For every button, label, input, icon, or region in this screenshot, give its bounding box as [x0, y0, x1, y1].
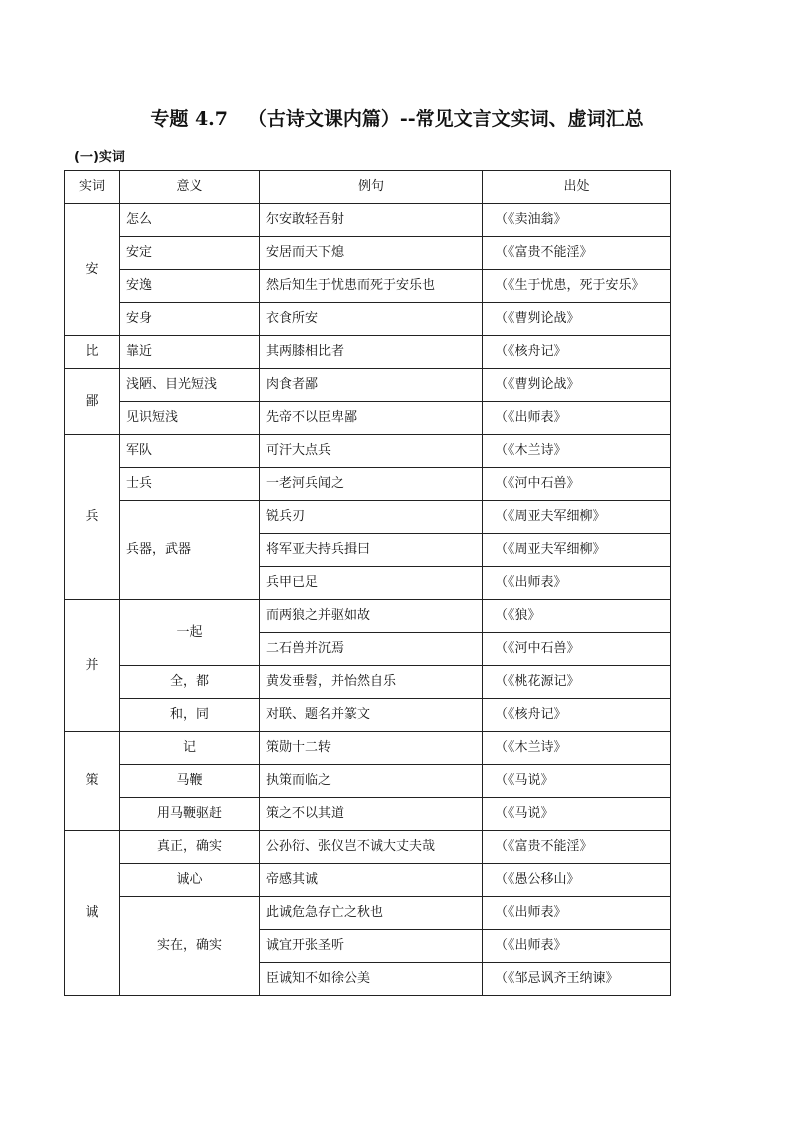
table-row	[65, 897, 671, 930]
header-meaning: 意义	[120, 171, 260, 204]
table-row	[65, 831, 671, 864]
example-cell: 此诚危急存亡之秋也	[260, 897, 483, 930]
meaning-cell: 诚心	[120, 864, 260, 897]
meaning-cell: 安身	[120, 303, 260, 336]
table-row	[65, 270, 671, 303]
source-cell: （《河中石兽》	[483, 468, 671, 501]
meaning-cell: 安定	[120, 237, 260, 270]
source-cell: （《富贵不能淫》	[483, 831, 671, 864]
meaning-cell: 靠近	[120, 336, 260, 369]
source-cell: （《桃花源记》	[483, 666, 671, 699]
example-cell: 对联、题名并篆文	[260, 699, 483, 732]
example-cell: 而两狼之并驱如故	[260, 600, 483, 633]
meaning-cell: 马鞭	[120, 765, 260, 798]
table-row	[65, 600, 671, 633]
meaning-cell: 真正，确实	[120, 831, 260, 864]
table-row	[65, 501, 671, 534]
table-header-row	[65, 171, 671, 204]
table-row	[65, 369, 671, 402]
table-row	[65, 864, 671, 897]
source-cell: （《马说》	[483, 798, 671, 831]
meaning-cell: 浅陋、目光短浅	[120, 369, 260, 402]
meaning-cell: 一起	[120, 600, 260, 666]
example-cell: 臣诚知不如徐公美	[260, 963, 483, 996]
table-row	[65, 336, 671, 369]
example-cell: 先帝不以臣卑鄙	[260, 402, 483, 435]
word-cell: 比	[65, 336, 120, 369]
example-cell: 然后知生于忧患而死于安乐也	[260, 270, 483, 303]
header-example: 例句	[260, 171, 483, 204]
table-row	[65, 402, 671, 435]
example-cell: 策勋十二转	[260, 732, 483, 765]
meaning-cell: 士兵	[120, 468, 260, 501]
table-row	[65, 765, 671, 798]
table-row	[65, 303, 671, 336]
meaning-cell: 安逸	[120, 270, 260, 303]
source-cell: （《愚公移山》	[483, 864, 671, 897]
example-cell: 一老河兵闻之	[260, 468, 483, 501]
example-cell: 可汗大点兵	[260, 435, 483, 468]
example-cell: 执策而临之	[260, 765, 483, 798]
table-row	[65, 798, 671, 831]
example-cell: 衣食所安	[260, 303, 483, 336]
section-heading: (一)实词	[74, 150, 125, 165]
source-cell: （《核舟记》	[483, 336, 671, 369]
word-cell: 并	[65, 600, 120, 732]
source-cell: （《出师表》	[483, 567, 671, 600]
source-cell: （《河中石兽》	[483, 633, 671, 666]
example-cell: 锐兵刃	[260, 501, 483, 534]
example-cell: 帝感其诚	[260, 864, 483, 897]
meaning-cell: 和，同	[120, 699, 260, 732]
example-cell: 策之不以其道	[260, 798, 483, 831]
example-cell: 公孙衍、张仪岂不诚大丈夫哉	[260, 831, 483, 864]
meaning-cell: 军队	[120, 435, 260, 468]
meaning-cell: 记	[120, 732, 260, 765]
source-cell: （《出师表》	[483, 930, 671, 963]
example-cell: 诚宜开张圣听	[260, 930, 483, 963]
table-row	[65, 237, 671, 270]
header-source: 出处	[483, 171, 671, 204]
source-cell: （《狼》	[483, 600, 671, 633]
source-cell: （《曹刿论战》	[483, 369, 671, 402]
table-row	[65, 204, 671, 237]
source-cell: （《邹忌讽齐王纳谏》	[483, 963, 671, 996]
source-cell: （《卖油翁》	[483, 204, 671, 237]
source-cell: （《马说》	[483, 765, 671, 798]
meaning-cell: 兵器，武器	[120, 501, 260, 600]
vocabulary-table	[64, 170, 671, 996]
table-row	[65, 732, 671, 765]
source-cell: （《木兰诗》	[483, 435, 671, 468]
source-cell: （《核舟记》	[483, 699, 671, 732]
meaning-cell: 用马鞭驱赶	[120, 798, 260, 831]
table-row	[65, 435, 671, 468]
example-cell: 黄发垂髫，并怡然自乐	[260, 666, 483, 699]
meaning-cell: 实在，确实	[120, 897, 260, 996]
example-cell: 二石兽并沉焉	[260, 633, 483, 666]
header-word: 实词	[65, 171, 120, 204]
example-cell: 将军亚夫持兵揖曰	[260, 534, 483, 567]
table-row	[65, 699, 671, 732]
table-row	[65, 666, 671, 699]
source-cell: （《周亚夫军细柳》	[483, 501, 671, 534]
example-cell: 其两膝相比者	[260, 336, 483, 369]
meaning-cell: 全，都	[120, 666, 260, 699]
word-cell: 兵	[65, 435, 120, 600]
source-cell: （《周亚夫军细柳》	[483, 534, 671, 567]
example-cell: 安居而天下熄	[260, 237, 483, 270]
table-row	[65, 468, 671, 501]
word-cell: 安	[65, 204, 120, 336]
source-cell: （《生于忧患，死于安乐》	[483, 270, 671, 303]
example-cell: 肉食者鄙	[260, 369, 483, 402]
word-cell: 诚	[65, 831, 120, 996]
source-cell: （《木兰诗》	[483, 732, 671, 765]
source-cell: （《出师表》	[483, 402, 671, 435]
example-cell: 尔安敢轻吾射	[260, 204, 483, 237]
meaning-cell: 怎么	[120, 204, 260, 237]
source-cell: （《富贵不能淫》	[483, 237, 671, 270]
word-cell: 鄙	[65, 369, 120, 435]
source-cell: （《出师表》	[483, 897, 671, 930]
example-cell: 兵甲已足	[260, 567, 483, 600]
word-cell: 策	[65, 732, 120, 831]
source-cell: （《曹刿论战》	[483, 303, 671, 336]
page-title: 专题 4.7 （古诗文课内篇）--常见文言文实词、虚词汇总	[150, 108, 644, 130]
meaning-cell: 见识短浅	[120, 402, 260, 435]
